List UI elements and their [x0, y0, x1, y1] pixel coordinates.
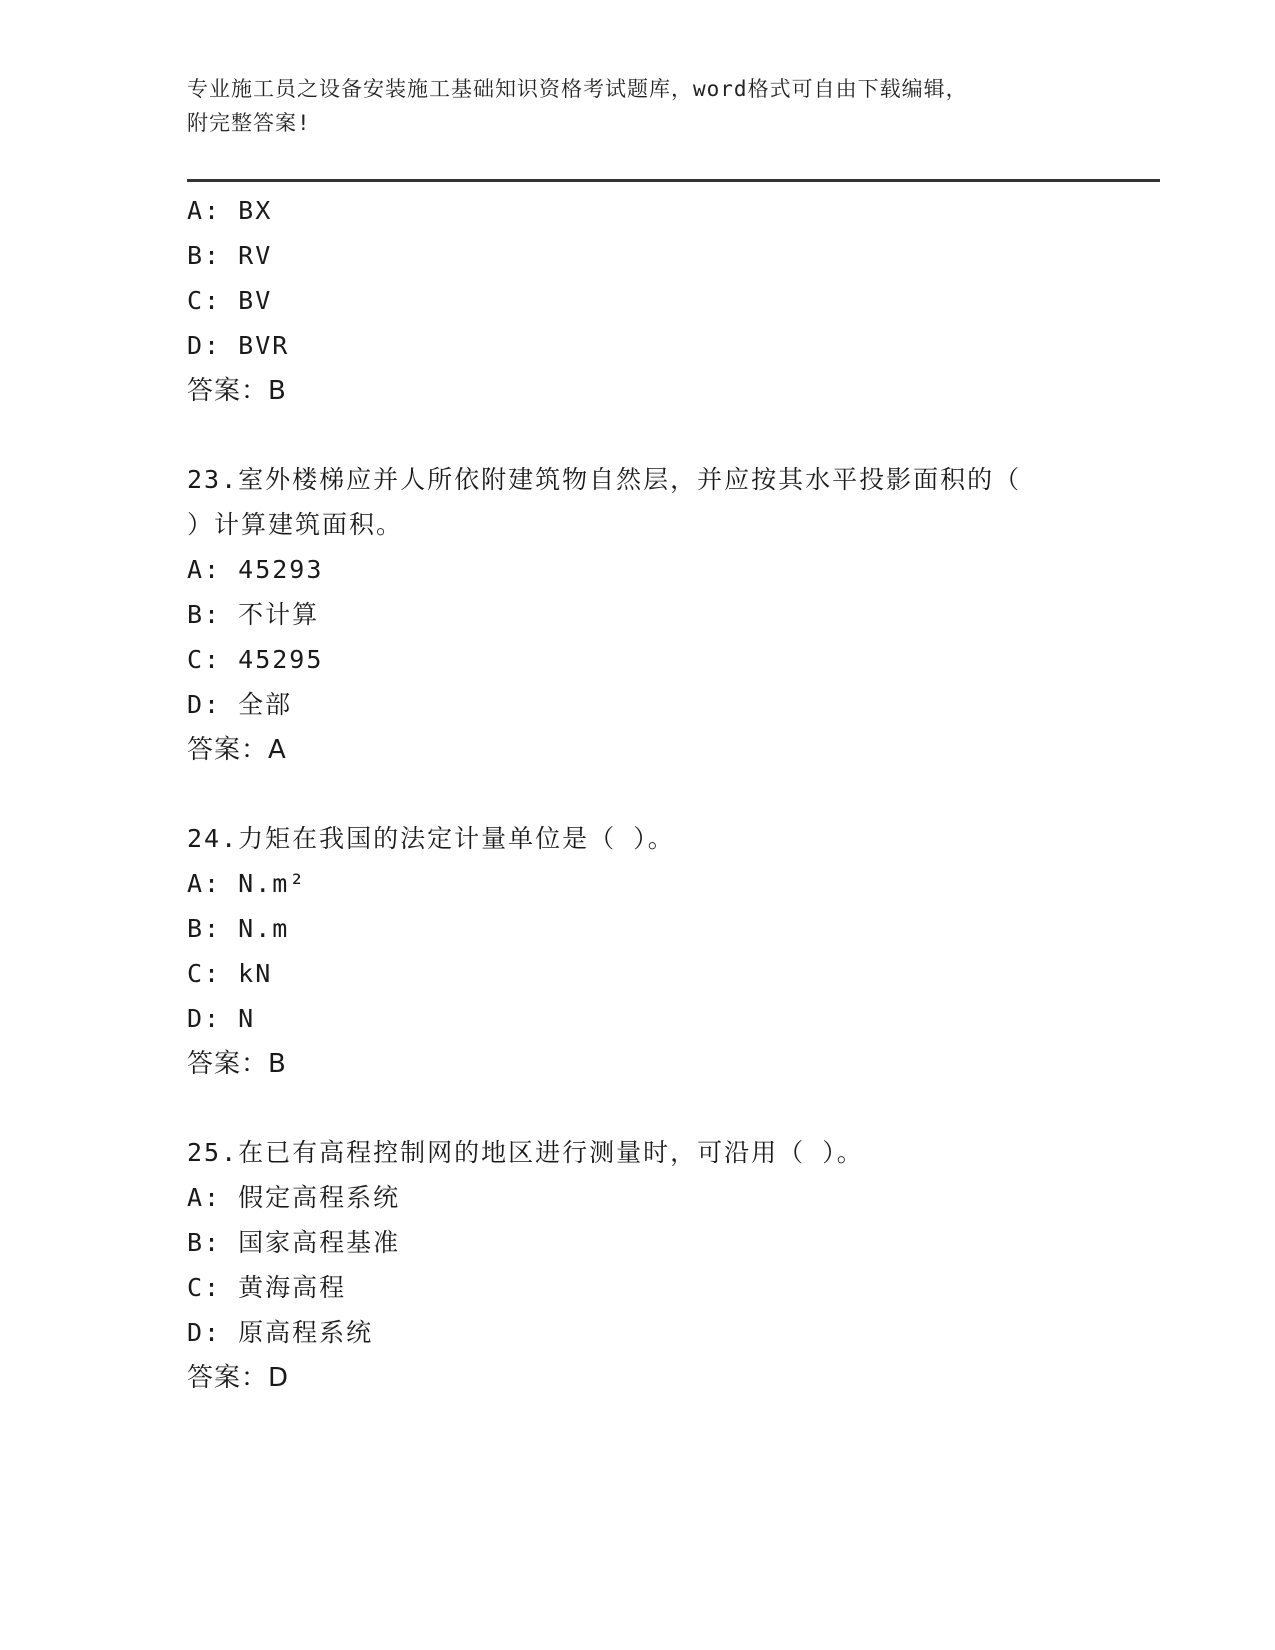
header-divider [187, 179, 1160, 182]
q23-answer: 答案：A [187, 735, 287, 765]
q24-answer: 答案：B [187, 1049, 287, 1079]
q25-option-c: C: 黄海高程 [187, 1273, 347, 1302]
q25-answer: 答案：D [187, 1363, 290, 1393]
q25-option-b: B: 国家高程基准 [187, 1228, 401, 1257]
q23-option-b: B: 不计算 [187, 600, 320, 629]
q24-option-c: C: kN [187, 959, 273, 988]
q24-option-d: D: N [187, 1004, 256, 1033]
q22-option-c: C: BV [187, 286, 273, 315]
q23-question-line-2: ）计算建筑面积。 [187, 510, 404, 539]
q23-question-line-1: 23.室外楼梯应并人所依附建筑物自然层，并应按其水平投影面积的（ [187, 465, 1022, 494]
q25-question: 25.在已有高程控制网的地区进行测量时，可沿用（ ）。 [187, 1138, 864, 1167]
q22-option-b: B: RV [187, 241, 273, 270]
q23-option-a: A: 45293 [187, 555, 324, 584]
q25-option-a: A: 假定高程系统 [187, 1183, 401, 1212]
q22-option-d: D: BVR [187, 331, 290, 360]
q22-answer: 答案：B [187, 376, 287, 406]
q24-option-a: A: N.m² [187, 869, 307, 898]
q23-option-d: D: 全部 [187, 690, 293, 719]
header-line-2: 附完整答案! [187, 111, 311, 135]
q25-option-d: D: 原高程系统 [187, 1318, 374, 1347]
q24-question: 24.力矩在我国的法定计量单位是（ ）。 [187, 824, 675, 853]
q22-option-a: A: BX [187, 196, 273, 225]
document-header [187, 72, 1087, 140]
header-line-1: 专业施工员之设备安装施工基础知识资格考试题库，word格式可自由下载编辑， [187, 77, 968, 101]
q23-option-c: C: 45295 [187, 645, 324, 674]
q24-option-b: B: N.m [187, 914, 290, 943]
